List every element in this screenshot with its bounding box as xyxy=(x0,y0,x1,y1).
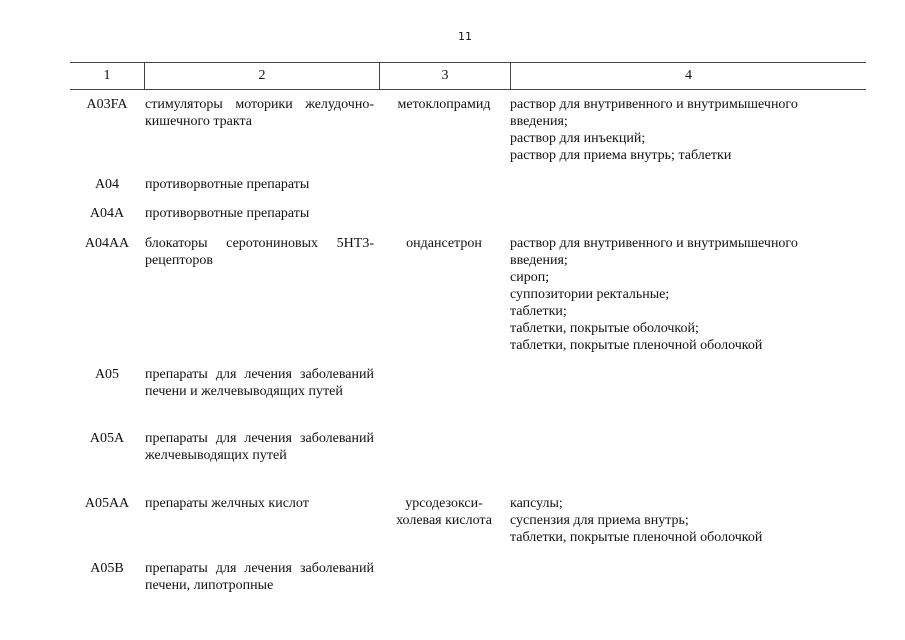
dosage-form: таблетки, покрытые пленочной оболочкой xyxy=(510,530,763,545)
dosage-form: раствор для внутривенного и внутримышечного xyxy=(510,236,798,251)
group-name: блокаторы серотониновых 5НТ3-рецепторов xyxy=(145,236,374,268)
drug-name: ондансетрон xyxy=(406,236,482,251)
dosage-form: сироп; xyxy=(510,270,550,285)
atc-code: A04 xyxy=(94,177,120,192)
dosage-form: раствор для внутривенного и внутримышечного xyxy=(510,97,798,112)
atc-code: A05AA xyxy=(84,496,130,511)
atc-code: A05A xyxy=(89,431,125,446)
dosage-forms xyxy=(510,495,866,546)
group-name: стимуляторы моторики желудочно-кишечного тракта xyxy=(145,97,374,129)
dosage-form: таблетки, покрытые оболочкой; xyxy=(510,321,699,336)
atc-code: A05B xyxy=(90,561,124,576)
dosage-form: введения; xyxy=(510,114,568,129)
atc-code: A04A xyxy=(89,206,125,221)
dosage-form: таблетки, покрытые пленочной оболочкой xyxy=(510,338,763,353)
dosage-form: таблетки; xyxy=(510,304,567,319)
table-header xyxy=(70,62,866,90)
drug-name: метоклопрамид xyxy=(397,97,491,112)
dosage-form: раствор для приема внутрь; таблетки xyxy=(510,148,732,163)
header-col-2: 2 xyxy=(258,68,266,83)
atc-code: A05 xyxy=(94,367,120,382)
group-name: препараты для лечения заболеваний печени, липотропные xyxy=(145,561,374,593)
atc-code: A04AA xyxy=(84,236,130,251)
group-name: противорвотные препараты xyxy=(145,206,310,221)
dosage-form: капсулы; xyxy=(510,496,563,511)
header-col-1: 1 xyxy=(103,68,111,83)
page-number: 11 xyxy=(458,30,472,43)
group-name: препараты желчных кислот xyxy=(145,496,309,511)
drug-name-line: урсодезокси- xyxy=(405,496,483,511)
dosage-forms xyxy=(510,96,866,164)
header-col-3: 3 xyxy=(441,68,449,83)
header-col-4: 4 xyxy=(685,68,692,83)
dosage-form: суппозитории ректальные; xyxy=(510,287,670,302)
atc-code: A03FA xyxy=(86,97,128,112)
group-name: препараты для лечения заболеваний печени и желчевыводящих путей xyxy=(145,367,374,399)
dosage-form: суспензия для приема внутрь; xyxy=(510,513,689,528)
dosage-forms xyxy=(510,235,866,354)
group-name: препараты для лечения заболеваний желчевыводящих путей xyxy=(145,431,374,463)
dosage-form: введения; xyxy=(510,253,568,268)
drug-name xyxy=(379,495,509,529)
dosage-form: раствор для инъекций; xyxy=(510,131,646,146)
drug-name-line: холевая кислота xyxy=(396,513,492,528)
group-name: противорвотные препараты xyxy=(145,177,310,192)
